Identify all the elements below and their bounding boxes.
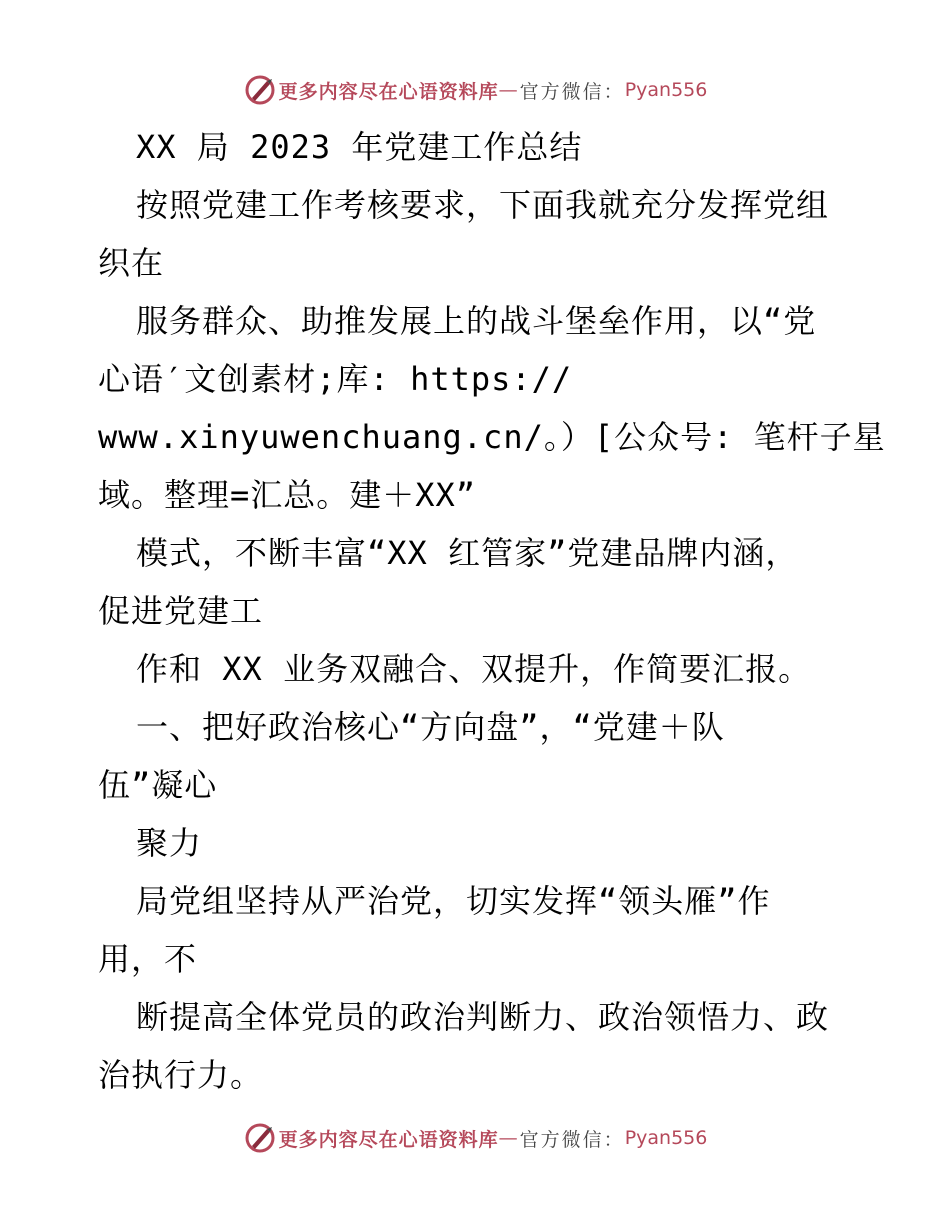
- doc-line: 断提高全体党员的政治判断力、政治领悟力、政: [136, 998, 830, 1036]
- banner-id: Pyan556: [624, 1127, 708, 1149]
- doc-line: 作和 XX 业务双融合、双提升，作简要汇报。: [136, 650, 812, 688]
- footer-watermark-banner: [0, 1118, 950, 1158]
- doc-line: 局党组坚持从严治党，切实发挥“领头雁”作: [136, 882, 771, 920]
- banner-main-text: 更多内容尽在心语资料库: [278, 80, 499, 103]
- banner-dash: —: [498, 79, 518, 101]
- banner-dash: —: [498, 1127, 518, 1149]
- banner-main-text: 更多内容尽在心语资料库: [278, 1128, 499, 1151]
- banner-label: 官方微信：: [519, 1128, 625, 1151]
- doc-title: XX 局 2023 年党建工作总结: [136, 128, 583, 166]
- banner-id: Pyan556: [624, 79, 708, 101]
- doc-line: 伍”凝心: [98, 766, 218, 804]
- doc-line: 心语′文创素材;库: https://: [98, 360, 573, 398]
- document-body: [98, 118, 886, 1104]
- section-heading: 一、把好政治核心“方向盘”，“党建＋队: [136, 708, 725, 746]
- doc-line: 聚力: [136, 824, 203, 862]
- pen-logo-icon: [243, 73, 277, 107]
- doc-line: 治执行力。: [98, 1056, 264, 1094]
- doc-line: www.xinyuwenchuang.cn/。）[公众号: 笔杆子星: [98, 418, 886, 456]
- doc-line: 模式，不断丰富“XX 红管家”党建品牌内涵，: [136, 534, 799, 572]
- doc-line: 用，不: [98, 940, 198, 978]
- doc-line: 域。整理=汇总。建＋XX”: [98, 476, 477, 514]
- header-watermark-banner: [0, 70, 950, 110]
- doc-line: 织在: [98, 244, 165, 282]
- doc-line: 促进党建工: [98, 592, 264, 630]
- banner-label: 官方微信：: [519, 80, 625, 103]
- doc-line: 按照党建工作考核要求，下面我就充分发挥党组: [136, 186, 830, 224]
- pen-logo-icon: [243, 1121, 277, 1155]
- doc-line: 服务群众、助推发展上的战斗堡垒作用，以“党: [136, 302, 817, 340]
